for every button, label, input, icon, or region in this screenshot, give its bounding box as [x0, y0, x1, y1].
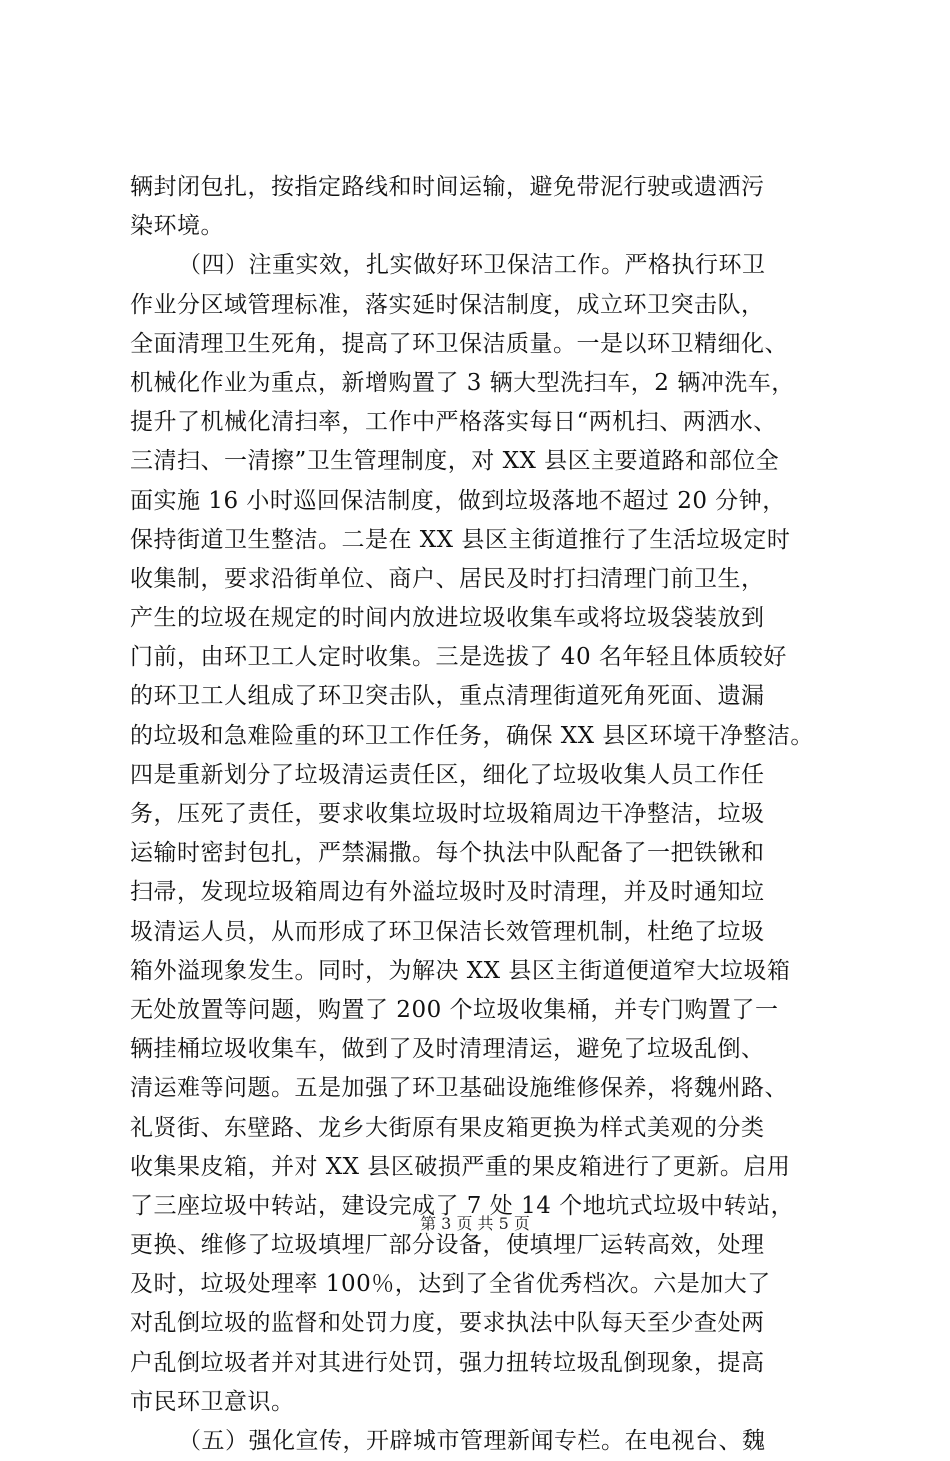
text-line: 提升了机械化清扫率，工作中严格落实每日“两机扫、两洒水、 — [130, 409, 777, 436]
text-line: 门前，由环卫工人定时收集。三是选拔了 40 名年轻且体质较好 — [130, 644, 787, 671]
text-line: 礼贤街、东壁路、龙乡大街原有果皮箱更换为样式美观的分类 — [130, 1114, 765, 1141]
section-heading-line: （四）注重实效，扎实做好环卫保洁工作。严格执行环卫 — [178, 252, 766, 279]
text-line: 户乱倒垃圾者并对其进行处罚，强力扭转垃圾乱倒现象，提高 — [130, 1349, 765, 1376]
text-line: 市民环卫意识。 — [130, 1388, 295, 1415]
text-line: 无处放置等问题，购置了 200 个垃圾收集桶，并专门购置了一 — [130, 996, 779, 1023]
text-line: 作业分区域管理标准，落实延时保洁制度，成立环卫突击队， — [130, 291, 765, 318]
text-line: 清运难等问题。五是加强了环卫基础设施维修保养，将魏州路、 — [130, 1075, 788, 1102]
text-line: 染环境。 — [130, 213, 224, 240]
text-line: 三清扫、一清擦”卫生管理制度，对 XX 县区主要道路和部位全 — [130, 448, 780, 475]
text-line: 收集制，要求沿街单位、商户、居民及时打扫清理门前卫生， — [130, 565, 765, 592]
page-number-footer: 第 3 页 共 5 页 — [420, 1214, 530, 1233]
text-line: 全面清理卫生死角，提高了环卫保洁质量。一是以环卫精细化、 — [130, 330, 788, 357]
text-line: 的环卫工人组成了环卫突击队，重点清理街道死角死面、遗漏 — [130, 683, 765, 710]
text-line: 辆挂桶垃圾收集车，做到了及时清理清运，避免了垃圾乱倒、 — [130, 1036, 765, 1063]
text-line: 产生的垃圾在规定的时间内放进垃圾收集车或将垃圾袋装放到 — [130, 605, 765, 632]
text-line: 扫帚，发现垃圾箱周边有外溢垃圾时及时清理，并及时通知垃 — [130, 879, 765, 906]
text-line: 面实施 16 小时巡回保洁制度，做到垃圾落地不超过 20 分钟， — [130, 487, 786, 514]
text-line: 收集果皮箱，并对 XX 县区破损严重的果皮箱进行了更新。启用 — [130, 1153, 791, 1180]
text-line: 保持街道卫生整洁。二是在 XX 县区主街道推行了生活垃圾定时 — [130, 526, 791, 553]
text-line: 务，压死了责任，要求收集垃圾时垃圾箱周边干净整洁，垃圾 — [130, 801, 765, 827]
text-line: 了三座垃圾中转站，建设完成了 7 处 14 个地坑式垃圾中转站， — [130, 1192, 795, 1219]
text-line: 辆封闭包扎，按指定路线和时间运输，避免带泥行驶或遗洒污 — [130, 174, 765, 200]
body-text — [130, 168, 830, 1461]
text-line: 运输时密封包扎，严禁漏撒。每个执法中队配备了一把铁锹和 — [130, 840, 765, 867]
text-line: 四是重新划分了垃圾清运责任区，细化了垃圾收集人员工作任 — [130, 761, 765, 788]
section-heading-line: （五）强化宣传，开辟城市管理新闻专栏。在电视台、魏 — [178, 1428, 766, 1454]
text-line: 箱外溢现象发生。同时，为解决 XX 县区主街道便道窄大垃圾箱 — [130, 957, 791, 984]
text-line: 圾清运人员，从而形成了环卫保洁长效管理机制，杜绝了垃圾 — [130, 918, 765, 945]
text-line: 机械化作业为重点，新增购置了 3 辆大型洗扫车，2 辆冲洗车， — [130, 369, 795, 396]
text-line: 更换、维修了垃圾填埋厂部分设备，使填埋厂运转高效，处理 — [130, 1232, 765, 1259]
text-line: 的垃圾和急难险重的环卫工作任务，确保 XX 县区环境干净整洁。 — [130, 722, 814, 749]
text-line: 及时，垃圾处理率 100％，达到了全省优秀档次。六是加大了 — [130, 1271, 771, 1298]
text-line: 对乱倒垃圾的监督和处罚力度，要求执法中队每天至少查处两 — [130, 1310, 765, 1337]
